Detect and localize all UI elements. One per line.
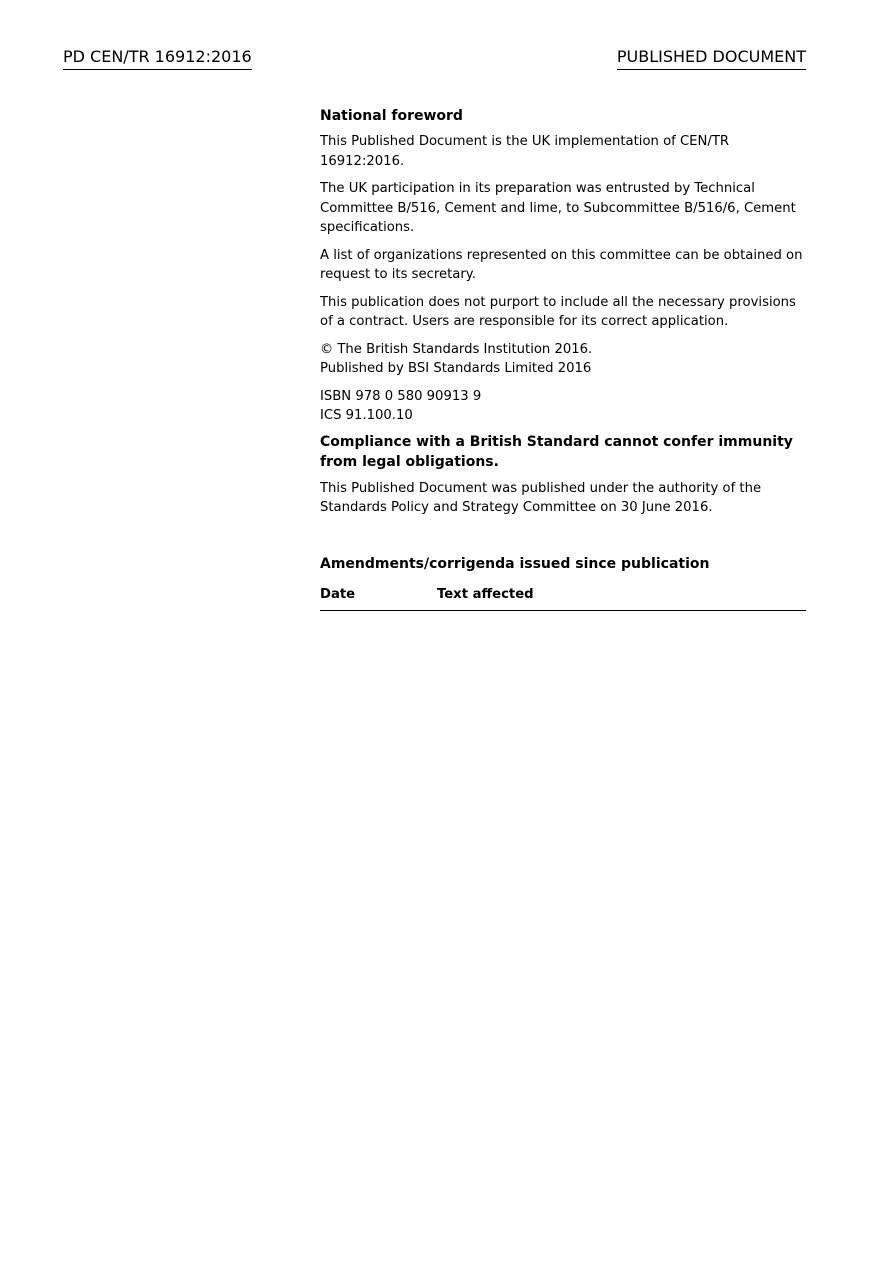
- foreword-title: National foreword: [320, 108, 463, 124]
- document-code: PD CEN/TR 16912:2016: [63, 46, 252, 70]
- publisher-line: Published by BSI Standards Limited 2016: [320, 361, 592, 376]
- amendments-header-row: [320, 586, 806, 611]
- national-foreword-section: [320, 106, 806, 611]
- foreword-implementation: This Published Document is the UK implementation of CEN/TR 16912:2016.: [320, 134, 730, 169]
- copyright-block: [320, 340, 806, 379]
- foreword-organizations: A list of organizations represented on this committee can be obtained on request to its secretary.: [320, 247, 803, 282]
- amendments-table: [320, 586, 806, 611]
- foreword-participation: The UK participation in its preparation was entrusted by Technical Committee B/516, Cement and lime, to Subcommittee B/516/6, Cement specifications.: [320, 181, 796, 235]
- ics-line: ICS 91.100.10: [320, 408, 413, 423]
- copyright-line: © The British Standards Institution 2016.: [320, 341, 593, 357]
- authority-statement: This Published Document was published under the authority of the Standards Policy and Strategy Committee on 30 June 2016.: [320, 480, 762, 515]
- identifier-block: [320, 387, 806, 426]
- column-header-date: Date: [320, 586, 437, 611]
- isbn-line: ISBN 978 0 580 90913 9: [320, 388, 482, 404]
- foreword-provisions: This publication does not purport to include all the necessary provisions of a contract. Users are responsible for its correct application.: [320, 294, 796, 329]
- compliance-notice: Compliance with a British Standard cannot confer immunity from legal obligations.: [320, 433, 793, 470]
- amendments-title: Amendments/corrigenda issued since publication: [320, 555, 710, 572]
- document-type-label: PUBLISHED DOCUMENT: [617, 46, 806, 70]
- column-header-text-affected: Text affected: [437, 586, 806, 611]
